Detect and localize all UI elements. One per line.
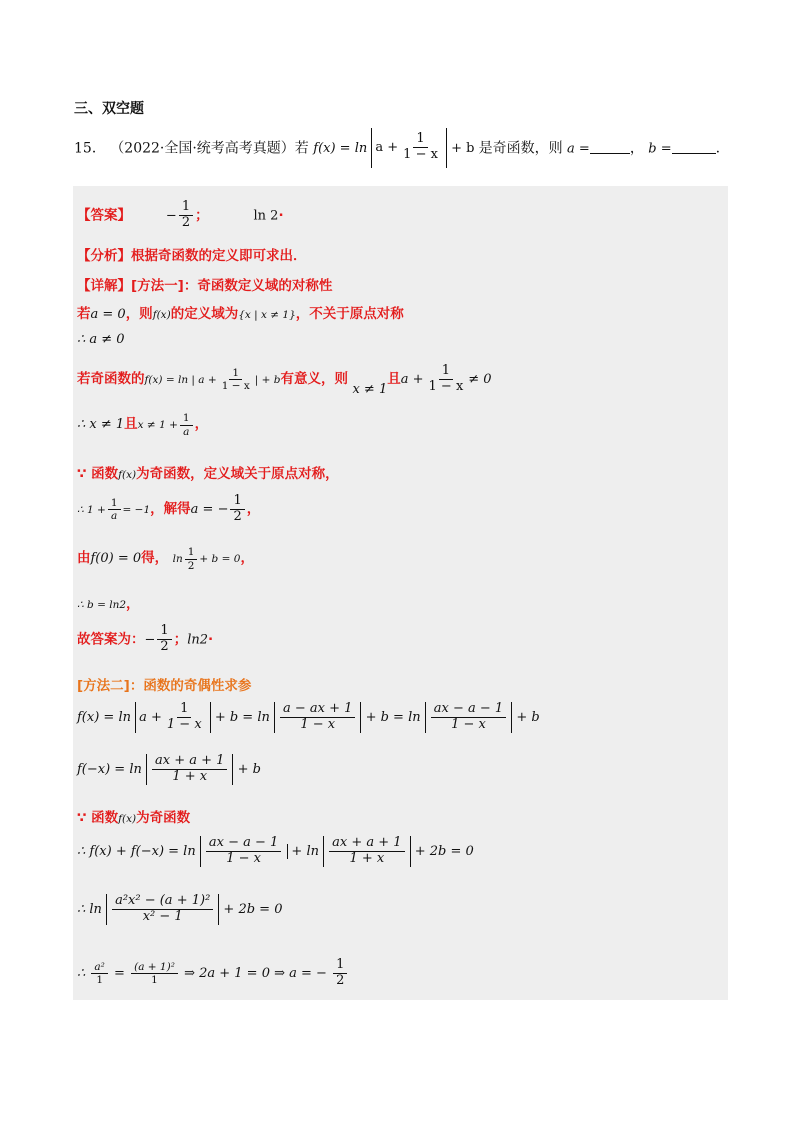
detail-line-3: 若奇函数的f(x) = ln | a + $\frac{1}{1 - x}$ | + b有意义，则 x ≠ 1且a + $\frac{1}{1 - x}$ ≠ 0: [77, 363, 492, 397]
analysis-line: 【分析】根据奇函数的定义即可求出．: [77, 248, 307, 264]
detail-line-8: ∴ b = ln2，: [77, 596, 140, 612]
method2-line: ∵ 函数f(x)为奇函数: [77, 810, 191, 826]
detail-line-5: ∵ 函数f(x)为奇函数，定义域关于原点对称，: [77, 466, 339, 482]
answer-blank-b: [672, 139, 716, 154]
answer-box: [73, 186, 728, 1000]
detail-line-2: ∴ a ≠ 0: [77, 332, 125, 347]
detail-line-1: 若a = 0，则f(x)的定义域为{x | x ≠ 1}，不关于原点对称: [77, 306, 404, 322]
method2-eq5: ∴ $\frac{\text{a²}}{1}$ = $\frac{\text{(a + 1)²}}{1}$ ⇒ 2a + 1 = 0 ⇒ a = − $\frac{1}{2}$: [77, 958, 349, 989]
section-title: 三、双空题: [74, 101, 144, 117]
final-answer-line: 故答案为：− $\frac{1}{2}$ ；ln2·: [77, 623, 214, 654]
answer-line: 【答案】 − $\frac{1}{2}$ ； ln 2·: [77, 199, 284, 230]
question-15: 15． （2022·全国·统考高考真题）若 f(x) = ln a + $\frac{1}{1 - x}$ + b 是奇函数，则 a = ， b = .: [74, 128, 734, 169]
question-text: 是奇函数，则: [478, 140, 563, 157]
detail-line-7: 由f(0) = 0得， ln $\frac{1}{2}$ + b = 0，: [77, 546, 254, 572]
detail-heading: 【详解】[方法一]：奇函数定义域的对称性: [77, 278, 333, 294]
question-function: f(x) = ln a + $\frac{1}{1 - x}$ + b: [313, 141, 478, 156]
method2-eq1: f(x) = ln a + $\frac{1}{1 - x}$ + b = ln $\frac{a - ax + 1}{1 - x}$ + b = ln $\frac{ax - a - 1}{1 - x}$ + b: [77, 701, 540, 732]
method2-eq3: ∴ f(x) + f(−x) = ln $\frac{ax - a - 1}{1 - x}$ + ln $\frac{ax + a + 1}{1 + x}$ + 2b = 0: [77, 835, 474, 866]
question-number: 15．: [74, 140, 106, 157]
answer-blank-a: [590, 139, 630, 154]
question-source: （2022·全国·统考高考真题）若: [110, 140, 309, 157]
method2-eq4: ∴ ln $\frac{\text{a²x² − (a + 1)²}}{\text{x² − 1}}$ + 2b = 0: [77, 893, 283, 924]
method2-heading: [方法二]：函数的奇偶性求参: [77, 678, 252, 694]
method2-eq2: f(−x) = ln $\frac{ax + a + 1}{1 + x}$ + b: [77, 753, 261, 784]
detail-line-4: ∴ x ≠ 1且x ≠ 1 + $\frac{1}{a}$ ，: [77, 412, 209, 438]
detail-line-6: ∴ 1 + $\frac{1}{a}$ = −1，解得a = − $\frac{1}{2}$ ，: [77, 493, 261, 524]
